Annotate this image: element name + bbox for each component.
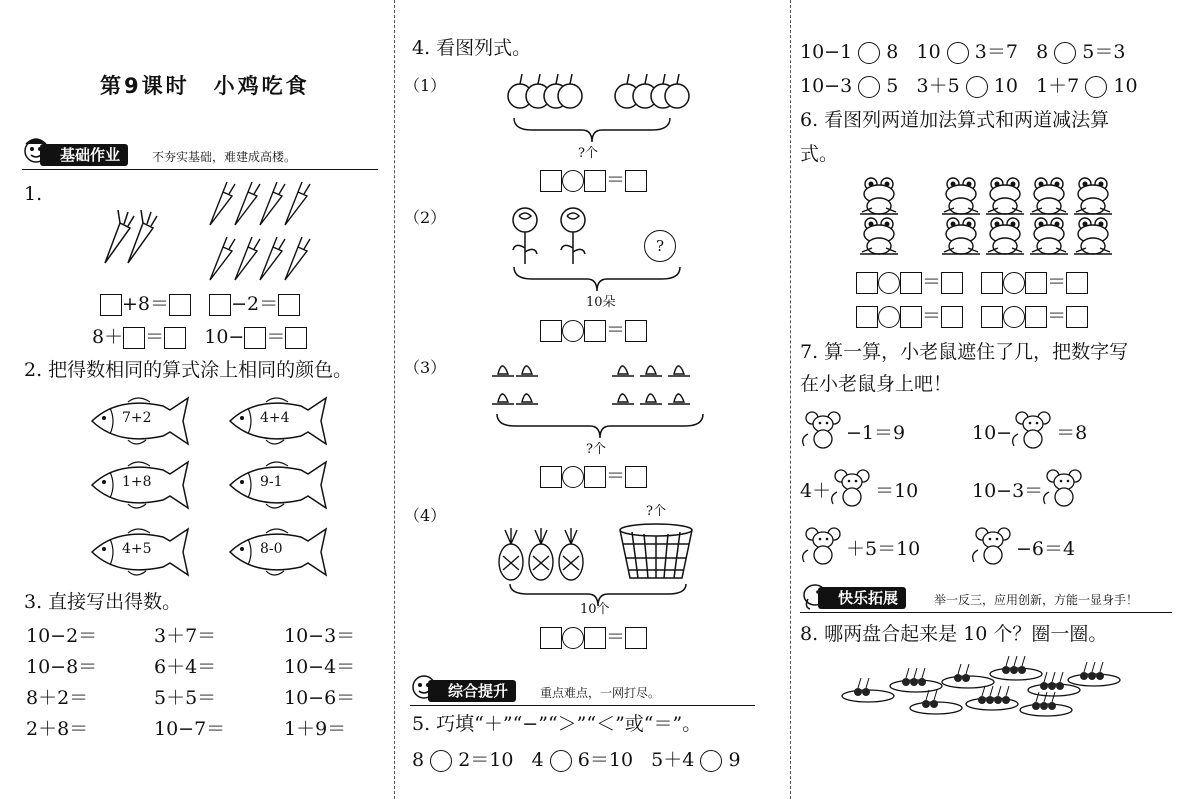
answer-box[interactable] [625,627,647,649]
q5-row-right-2: 10−3 5 3＋5 10 1＋7 10 [800,75,1138,97]
mouse-answer-slot[interactable] [1043,474,1087,510]
q7-equation: 4＋ ＝10 [800,474,918,510]
flower-group-icon [505,204,605,274]
q6-prompt-line-1: 6. 看图列两道加法算式和两道减法算 [800,109,1110,131]
q4-part-3-label: （3） [404,358,447,377]
q7-equation: −1＝9 [802,416,905,452]
operator-circle[interactable] [562,466,584,488]
q3-expression: 10−4＝ [284,656,356,678]
q3-expression: 5＋5＝ [154,687,217,709]
operator-circle[interactable] [878,306,900,328]
carrot-group-left-icon [100,208,160,268]
operator-circle[interactable] [966,76,988,98]
answer-box[interactable] [100,294,122,316]
q5-row-left: 8 2＝10 4 6＝10 5＋4 9 [412,749,741,771]
brace-label: ?个 [578,146,598,161]
mouse-icon [802,526,846,566]
answer-box[interactable] [625,320,647,342]
brace-label: 10个 [580,602,610,617]
operator-circle[interactable] [562,627,584,649]
q4-part-4-label: （4） [404,506,447,525]
operator-circle[interactable] [430,750,452,772]
q4-part-1-equation: ＝ [540,168,647,192]
mouse-icon [972,526,1016,566]
q7-equation: 10−3＝ [972,474,1087,510]
operator-circle[interactable] [858,76,880,98]
cherry-plate[interactable] [1066,660,1126,688]
mouse-answer-slot[interactable] [831,474,875,510]
section-motto: 举一反三，应用创新，方能一显身手！ [934,593,1139,607]
peach-group-icon [488,354,708,414]
q3-expression: 10−3＝ [284,625,356,647]
q3-expression: 10−6＝ [284,687,356,709]
answer-box[interactable] [540,170,562,192]
mouse-answer-slot[interactable] [802,532,846,568]
apple-group-icon [505,68,705,118]
brace-label: ?个 [586,442,606,457]
page-title: 第9课时 小鸡吃食 [100,74,310,98]
q6-equation-row-2: ＝ ＝ [856,304,1088,328]
operator-circle[interactable] [700,750,722,772]
answer-box[interactable] [169,294,191,316]
brace-label: 10朵 [586,295,616,310]
answer-box[interactable] [164,327,186,349]
q3-expression: 10−7＝ [154,718,226,740]
q3-prompt: 3. 直接写出得数。 [24,591,182,613]
answer-box[interactable] [1025,306,1047,328]
operator-circle[interactable] [1085,76,1107,98]
frog-icon [940,216,982,256]
mouse-icon [802,410,846,450]
q3-expression: 2＋8＝ [26,718,89,740]
cherry-plate[interactable] [908,688,968,716]
section-label: 快乐拓展 [818,587,906,609]
answer-box[interactable] [941,306,963,328]
mouse-icon [1043,468,1087,508]
operator-circle[interactable] [1003,306,1025,328]
q4-part-2-equation: ＝ [540,318,647,342]
fish-expression: 9-1 [260,474,283,490]
section-label: 基础作业 [40,144,128,166]
frog-icon [1028,176,1070,216]
answer-box[interactable] [941,272,963,294]
cherry-plate[interactable] [964,684,1024,712]
q7-equation: −6＝4 [972,532,1075,568]
operator-circle[interactable] [858,42,880,64]
q4-part-4-equation: ＝ [540,625,647,649]
frog-icon [984,216,1026,256]
section-motto: 重点难点，一网打尽。 [540,686,661,700]
fish-expression: 1+8 [122,474,152,490]
answer-box[interactable] [584,466,606,488]
answer-box[interactable] [540,320,562,342]
answer-box[interactable] [123,327,145,349]
answer-box[interactable] [900,272,922,294]
fish-card[interactable] [226,527,336,577]
q4-prompt: 4. 看图列式。 [412,37,532,59]
fish-card[interactable] [88,460,198,510]
answer-box[interactable] [625,466,647,488]
q8-prompt: 8. 哪两盘合起来是 10 个？圈一圈。 [800,623,1108,645]
q1-equation-row-2: 8＋ ＝ 10− ＝ [92,325,307,349]
operator-circle[interactable] [562,320,584,342]
q3-expression: 8＋2＝ [26,687,89,709]
answer-box[interactable] [209,294,231,316]
answer-box[interactable] [584,170,606,192]
basket-question-label: ?个 [646,504,666,519]
operator-circle[interactable] [550,750,572,772]
q4-part-3-equation: ＝ [540,464,647,488]
q3-expression: 3＋7＝ [154,625,217,647]
answer-box[interactable] [540,627,562,649]
fish-card[interactable] [226,396,336,446]
q7-equation: 10− ＝8 [972,416,1087,452]
fish-expression: 4+5 [122,541,152,557]
fish-card[interactable] [226,460,336,510]
q5-prompt: 5. 巧填“＋”“−”“＞”“＜”或“＝”。 [412,713,702,735]
frog-icon [940,176,982,216]
answer-box[interactable] [856,306,878,328]
column-divider-right [790,0,791,799]
answer-box[interactable] [981,306,1003,328]
answer-box[interactable] [900,306,922,328]
answer-box[interactable] [278,294,300,316]
q6-equation-row-1: ＝ ＝ [856,270,1088,294]
q4-part-2-label: （2） [404,208,447,227]
q3-expression: 6＋4＝ [154,656,217,678]
answer-box[interactable] [981,272,1003,294]
q2-prompt: 2. 把得数相同的算式涂上相同的颜色。 [24,359,353,381]
section-banner-advanced [410,676,755,706]
answer-box[interactable] [244,327,266,349]
answer-box[interactable] [584,320,606,342]
basket-icon [618,522,698,582]
operator-circle[interactable] [947,42,969,64]
q3-expression: 1＋9＝ [284,718,347,740]
cherry-plate[interactable] [1018,690,1078,718]
answer-box[interactable] [856,272,878,294]
fish-card[interactable] [88,527,198,577]
answer-box[interactable] [1066,306,1088,328]
q6-prompt-line-2: 式。 [800,143,839,165]
q3-expression: 10−2＝ [26,625,98,647]
q5-row-right-1: 10−1 8 10 3＝7 8 5＝3 [800,41,1126,63]
mouse-answer-slot[interactable] [972,532,1016,568]
frog-icon [858,216,900,256]
q7-equation: ＋5＝10 [802,532,920,568]
operator-circle[interactable] [878,272,900,294]
answer-box[interactable] [584,627,606,649]
operator-circle[interactable] [562,170,584,192]
frog-icon [1072,216,1114,256]
section-motto: 不夯实基础，难建成高楼。 [152,150,297,164]
answer-box[interactable] [1066,272,1088,294]
answer-box[interactable] [625,170,647,192]
q7-prompt-line-2: 在小老鼠身上吧！ [800,373,953,395]
fish-expression: 7+2 [122,410,152,426]
operator-circle[interactable] [1054,42,1076,64]
fish-expression: 4+4 [260,410,290,426]
pineapple-group-icon [497,526,597,586]
operator-circle[interactable] [1003,272,1025,294]
frog-icon [1072,176,1114,216]
section-banner-basic [22,140,378,170]
frog-icon [1028,216,1070,256]
section-label: 综合提升 [428,680,516,702]
column-divider-left [394,0,395,799]
q1-equation-row-1: +8＝ −2＝ [100,292,300,316]
question-number: 1. [24,183,43,205]
section-banner-fun [800,583,1172,613]
question-bubble: ? [644,230,676,262]
answer-box[interactable] [540,466,562,488]
q3-expression: 10−8＝ [26,656,98,678]
fish-expression: 8-0 [260,541,283,557]
carrot-group-right-icon [205,180,325,290]
fish-card[interactable] [88,396,198,446]
q7-prompt-line-1: 7. 算一算，小老鼠遮住了几，把数字写 [800,341,1129,363]
frog-icon [984,176,1026,216]
mouse-icon [831,468,875,508]
mouse-icon [1012,410,1056,450]
mouse-answer-slot[interactable] [1012,416,1056,452]
answer-box[interactable] [285,327,307,349]
frog-icon [858,176,900,216]
q4-part-1-label: （1） [404,76,447,95]
answer-box[interactable] [1025,272,1047,294]
mouse-answer-slot[interactable] [802,416,846,452]
